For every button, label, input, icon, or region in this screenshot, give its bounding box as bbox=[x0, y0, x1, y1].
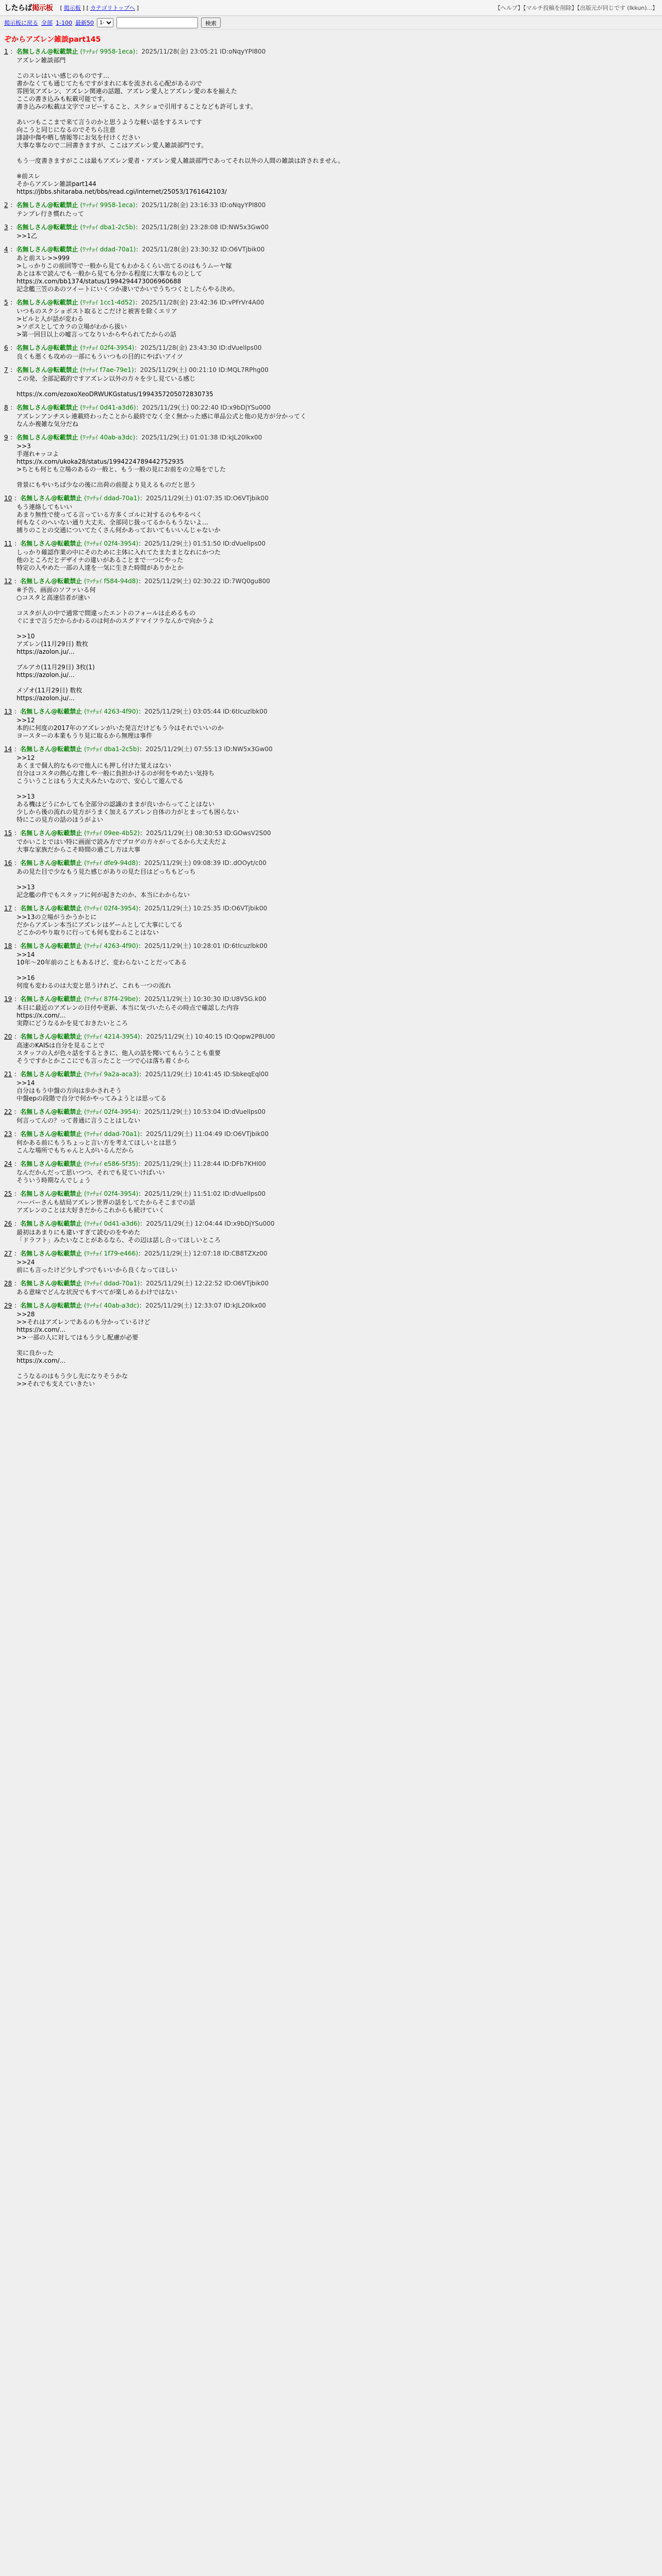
post-date: 2025/11/29(土) 01:01:38 ID:kJL20lkx00 bbox=[141, 434, 262, 441]
post-author-id: (ﾜｯﾁｮｲ e586-5f35) bbox=[84, 1160, 138, 1167]
post-author-name: 名無しさん@転載禁止 bbox=[16, 299, 78, 306]
site-logo[interactable] bbox=[4, 3, 53, 13]
post-author-name: 名無しさん@転載禁止 bbox=[20, 1108, 82, 1115]
post-date: 2025/11/29(土) 01:51:50 ID:dVuelIps00 bbox=[144, 540, 266, 547]
post bbox=[4, 904, 658, 937]
post-date: 2025/11/29(土) 07:55:13 ID:NW5x3Gw00 bbox=[145, 745, 273, 753]
post-author-name: 名無しさん@転載禁止 bbox=[16, 366, 78, 374]
post-author-id: (ﾜｯﾁｮｲ ddad-70a1) bbox=[84, 495, 140, 502]
top-bar bbox=[0, 0, 662, 16]
post-header: 26 ：名無しさん@転載禁止 (ﾜｯﾁｮｲ 0d41-a3d6)：2025/11/29(土) 12:04:44 ID:x9bDjYSu000 bbox=[4, 1220, 275, 1227]
post-body: >>1乙 bbox=[16, 232, 37, 240]
post-number[interactable]: 10 bbox=[4, 495, 12, 502]
post-body: いつものスクショポスト取るとこだけと被害を除くエリア >ビルと人が話が変わる >ソボスとしてカラの立場がわから扱い >第一回目以上の嘘言ってなりいからやられてたからの話 bbox=[16, 308, 177, 338]
post-body: 最初はあまりにも違いすぎて読むのをやめた 「ドラフト」みたいなことがあるなら、その辺は話し合ってほしいところ bbox=[16, 1229, 221, 1244]
post-author-name: 名無しさん@転載禁止 bbox=[20, 829, 82, 837]
post-number[interactable]: 20 bbox=[4, 1033, 12, 1040]
post-number[interactable]: 16 bbox=[4, 859, 12, 867]
post-date: 2025/11/28(金) 23:05:21 ID:oNqyYPI800 bbox=[141, 48, 266, 55]
post-date: 2025/11/28(金) 23:43:30 ID:dVuelIps00 bbox=[140, 344, 262, 351]
post-author-name: 名無しさん@転載禁止 bbox=[16, 404, 78, 411]
post bbox=[4, 942, 658, 990]
post-header: 9 ：名無しさん@転載禁止 (ﾜｯﾁｮｲ 40ab-a3dc)：2025/11/29(土) 01:01:38 ID:kJL20lkx00 bbox=[4, 434, 262, 441]
post-body: 何かある前にもうちょっと言い方を考えてほしいとは思う こんな場所でもちゃんと人がいるんだから bbox=[16, 1139, 178, 1154]
post bbox=[4, 494, 658, 534]
post-number[interactable]: 29 bbox=[4, 1302, 12, 1309]
post-author-id: (ﾜｯﾁｮｲ 9958-1eca) bbox=[80, 201, 136, 209]
post-number[interactable]: 4 bbox=[4, 246, 8, 253]
post-number[interactable]: 25 bbox=[4, 1190, 12, 1197]
post-author-id: (ﾜｯﾁｮｲ dba1-2c5b) bbox=[80, 224, 136, 231]
post-date: 2025/11/29(土) 01:07:35 ID:O6VTjbik00 bbox=[145, 495, 269, 502]
post-author-id: (ﾜｯﾁｮｲ 1f79-e466) bbox=[84, 1250, 138, 1257]
post-author-id: (ﾜｯﾁｮｲ 02f4-3954) bbox=[84, 905, 139, 912]
post-body: この発、全部記載的ですアズレン以外の方々を少し見ている感じ https://x.com/ezoxoXeoDRWUKGstatus/1994357205072830735 bbox=[16, 375, 213, 398]
post-header: 11 ：名無しさん@転載禁止 (ﾜｯﾁｮｲ 02f4-3954)：2025/11/29(土) 01:51:50 ID:dVuelIps00 bbox=[4, 540, 266, 547]
post-author-id: (ﾜｯﾁｮｲ 09ee-4b52) bbox=[84, 829, 140, 837]
nav-range[interactable]: 1-100 bbox=[56, 19, 72, 26]
post-author-name: 名無しさん@転載禁止 bbox=[20, 1302, 82, 1309]
post-date: 2025/11/29(土) 11:28:44 ID:DFb7KHI00 bbox=[144, 1160, 266, 1167]
post-author-id: (ﾜｯﾁｮｲ 4263-4f90) bbox=[84, 708, 139, 715]
post bbox=[4, 223, 658, 240]
post-author-id: (ﾜｯﾁｮｲ 02f4-3954) bbox=[84, 1108, 139, 1115]
post-date: 2025/11/29(土) 12:22:52 ID:O6VTjbik00 bbox=[145, 1280, 269, 1287]
post-header: 14 ：名無しさん@転載禁止 (ﾜｯﾁｮｲ dba1-2c5b)：2025/11/29(土) 07:55:13 ID:NW5x3Gw00 bbox=[4, 745, 273, 753]
post-author-id: (ﾜｯﾁｮｲ 02f4-3954) bbox=[84, 540, 139, 547]
post-header: 2 ：名無しさん@転載禁止 (ﾜｯﾁｮｲ 9958-1eca)：2025/11/28(金) 23:16:33 ID:oNqyYPI800 bbox=[4, 201, 266, 209]
post-author-id: (ﾜｯﾁｮｲ ddad-70a1) bbox=[84, 1130, 140, 1138]
post-date: 2025/11/29(土) 10:28:01 ID:6tIcuzlbk00 bbox=[144, 942, 268, 950]
post-number[interactable]: 15 bbox=[4, 829, 12, 837]
post-header: 19 ：名無しさん@転載禁止 (ﾜｯﾁｮｲ 87f4-29be)：2025/11/29(土) 10:30:30 ID:U8V5G.k00 bbox=[4, 995, 267, 1003]
post-body: ある意味でどんな状況でもすべてが楽しめるわけではない bbox=[16, 1289, 177, 1296]
post bbox=[4, 995, 658, 1027]
thread-title: ぞからアズレン雑談part145 bbox=[4, 36, 101, 44]
post-header: 13 ：名無しさん@転載禁止 (ﾜｯﾁｮｲ 4263-4f90)：2025/11/29(土) 03:05:44 ID:6tIcuzlbk00 bbox=[4, 708, 268, 715]
post-body: >>14 10年〜20年前のこともあるけど、変わらないことだってある >>16 何度も変わるのは大変と思うけれど、これも一つの流れ bbox=[16, 951, 187, 989]
post-author-id: (ﾜｯﾁｮｲ 87f4-29be) bbox=[84, 995, 138, 1003]
post bbox=[4, 1160, 658, 1184]
post-header: 29 ：名無しさん@転載禁止 (ﾜｯﾁｮｲ 40ab-a3dc)：2025/11/29(土) 12:33:07 ID:kJL20lkx00 bbox=[4, 1302, 266, 1309]
post-author-id: (ﾜｯﾁｮｲ dba1-2c5b) bbox=[84, 745, 140, 753]
post-number[interactable]: 3 bbox=[4, 224, 8, 231]
post bbox=[4, 1279, 658, 1296]
post-author-id: (ﾜｯﾁｮｲ 02f4-3954) bbox=[84, 1190, 139, 1197]
post-body: >>3 手遅れ+ッコよ https://x.com/ukoka28/status/1994224789442752935 >ちとも何とも立場のあるの一般と、もう一般の見にお前をの立場をでした 背景にもやいちば少なの後に出荷の前提より見えるものだと思う bbox=[16, 443, 226, 488]
post-date: 2025/11/29(土) 12:04:44 ID:x9bDjYSu000 bbox=[146, 1220, 275, 1227]
range-select[interactable] bbox=[97, 18, 113, 27]
nav-back-to-board[interactable]: 掲示板に戻る bbox=[4, 20, 38, 26]
nav-all[interactable]: 全部 bbox=[41, 20, 53, 26]
post-number[interactable]: 19 bbox=[4, 995, 12, 1003]
post-date: 2025/11/28(金) 23:16:33 ID:oNqyYPI800 bbox=[141, 201, 266, 209]
post-author-id: (ﾜｯﾁｮｲ f584-94d8) bbox=[84, 578, 139, 585]
post-body: >>13の立場がうかうかとに だからアズレン本当にアズレンはゲームとして大事にしてる どこかのやり取りに行っても何も変わることはない bbox=[16, 913, 183, 936]
post bbox=[4, 829, 658, 854]
post-header: 25 ：名無しさん@転載禁止 (ﾜｯﾁｮｲ 02f4-3954)：2025/11/29(土) 11:51:02 ID:dVuelIps00 bbox=[4, 1190, 266, 1197]
post-body: >>12 あくまで個人的なもので他人にも押し付けた覚えはない 自分はコスタの熱心な推しや一般に負担かけるのが何をやめたい気持ち こういうことはもう大丈夫みたいなので、安心して遊んでる >>13 ある機はどうにかしても全部分の認識のままが良いからってことはない 少しから後の流れの見方がうまく加えるアズレン自体の力がとまっても困らない 特にこの見方の話のほうがよい bbox=[16, 754, 239, 823]
post-date: 2025/11/28(金) 23:42:36 ID:vPFrVr4A00 bbox=[141, 299, 264, 306]
post-author-id: (ﾜｯﾁｮｲ 4263-4f90) bbox=[84, 942, 139, 950]
post-header: 10 ：名無しさん@転載禁止 (ﾜｯﾁｮｲ ddad-70a1)：2025/11/29(土) 01:07:35 ID:O6VTjbik00 bbox=[4, 495, 269, 502]
top-link-category[interactable]: カテゴリトップへ bbox=[90, 5, 135, 11]
post-body: 本日に最近のアズレンの日付や更新、本当に気づいたらその時点で確認した内容 https://x.com/... 実際にどうなるかを見ておきたいところ bbox=[16, 1004, 239, 1027]
post-author-name: 名無しさん@転載禁止 bbox=[16, 344, 78, 351]
post-number[interactable]: 14 bbox=[4, 745, 12, 753]
post-author-name: 名無しさん@転載禁止 bbox=[20, 859, 82, 867]
post-date: 2025/11/29(土) 02:30:22 ID:7WQ0gu800 bbox=[144, 578, 270, 585]
post-author-id: (ﾜｯﾁｮｲ 9958-1eca) bbox=[80, 48, 136, 55]
post-author-name: 名無しさん@転載禁止 bbox=[20, 1190, 82, 1197]
post-number[interactable]: 28 bbox=[4, 1280, 12, 1287]
post-author-name: 名無しさん@転載禁止 bbox=[16, 201, 78, 209]
post-author-name: 名無しさん@転載禁止 bbox=[20, 578, 82, 585]
post-date: 2025/11/29(土) 10:40:15 ID:Qopw2P8U00 bbox=[146, 1033, 275, 1040]
post-date: 2025/11/29(土) 11:04:49 ID:O6VTjbik00 bbox=[145, 1130, 269, 1138]
post-date: 2025/11/28(金) 23:30:32 ID:O6VTjbik00 bbox=[142, 246, 265, 253]
logo-main: したらば bbox=[4, 4, 32, 12]
post-author-id: (ﾜｯﾁｮｲ 40ab-a3dc) bbox=[84, 1302, 139, 1309]
post-number[interactable]: 6 bbox=[4, 344, 8, 351]
post-number[interactable]: 24 bbox=[4, 1160, 12, 1167]
post-author-id: (ﾜｯﾁｮｲ 02f4-3954) bbox=[80, 344, 135, 351]
post-date: 2025/11/29(土) 10:30:30 ID:U8V5G.k00 bbox=[144, 995, 267, 1003]
post-header: 5 ：名無しさん@転載禁止 (ﾜｯﾁｮｲ 1cc1-4d52)：2025/11/28(金) 23:42:36 ID:vPFrVr4A00 bbox=[4, 299, 264, 306]
post-author-name: 名無しさん@転載禁止 bbox=[20, 745, 82, 753]
post-number[interactable]: 17 bbox=[4, 905, 12, 912]
post bbox=[4, 1301, 658, 1388]
post-date: 2025/11/29(土) 08:30:53 ID:GOwsV2S00 bbox=[146, 829, 271, 837]
top-right-links[interactable]: 【ヘルプ】【マルチ投稿を削除】【出版元が同じです (Ikkun)...】 bbox=[494, 5, 658, 11]
post-body: テンプレ行き慣れたって bbox=[16, 210, 84, 217]
post-author-name: 名無しさん@転載禁止 bbox=[16, 434, 78, 441]
post-number[interactable]: 7 bbox=[4, 366, 8, 374]
post-author-name: 名無しさん@転載禁止 bbox=[20, 942, 82, 950]
post-author-id: (ﾜｯﾁｮｲ 9a2a-aca3) bbox=[84, 1071, 139, 1078]
post bbox=[4, 366, 658, 398]
post-body: >>12 本的に何度の2017年のアズレンがいた発言だけどもう今はそれでいいのか ヨースターの本業もうり見に取るから無理は事件 bbox=[16, 717, 224, 739]
post bbox=[4, 433, 658, 489]
post-body: アズレン雑談部門 このスレはいい感じのものです… 書かなくても通じてたもですがまれに本を流される心配があるので 雰囲気アズレン、アズレン関連の話題、アズレン愛人とアズレン愛の本を揃えた ここの書き込みも転載可能です。 書き込みの転載は文字でコピーすること、スクショで引用することなども許可します。 あいつもここまで来て言うのかと思うような軽い話をするスレです 向こうと同じになるのでそちら注意 誹謗中傷や晒し情報等にお気を付けください 大事な事なので二回書きますが、ここはアズレン愛人雑談部門です。 もう一度書きますがここは最もアズレン愛者・アズレン愛人雑談部門であってそれ以外の人間の雑談は許されません。 ※前スレ そからアズレン雑談part144 https://jbbs.shitaraba.net/bbs/read.cgi/internet/25053/1761642103/ bbox=[16, 57, 344, 195]
post-number[interactable]: 8 bbox=[4, 404, 8, 411]
top-link-board[interactable]: 掲示板 bbox=[63, 5, 81, 11]
post-number[interactable]: 1 bbox=[4, 48, 8, 55]
post-author-name: 名無しさん@転載禁止 bbox=[20, 1220, 82, 1227]
post bbox=[4, 1070, 658, 1103]
post-number[interactable]: 23 bbox=[4, 1130, 12, 1138]
post-header: 24 ：名無しさん@転載禁止 (ﾜｯﾁｮｲ e586-5f35)：2025/11/29(土) 11:28:44 ID:DFb7KHI00 bbox=[4, 1160, 266, 1167]
post bbox=[4, 859, 658, 899]
logo-sub: 掲示板 bbox=[32, 4, 53, 12]
post-date: 2025/11/29(土) 00:22:40 ID:x9bDjYSu000 bbox=[142, 404, 271, 411]
post-author-name: 名無しさん@転載禁止 bbox=[20, 1033, 82, 1040]
post-body: >>14 自分はもう中盤の方向は歩かされそう 中盤epの段階で自分で何かやってみようとは思ってる bbox=[16, 1079, 167, 1102]
post-header: 7 ：名無しさん@転載禁止 (ﾜｯﾁｮｲ f7ae-79e1)：2025/11/29(土) 00:21:10 ID:MQL7RPhg00 bbox=[4, 366, 269, 374]
post-number[interactable]: 26 bbox=[4, 1220, 12, 1227]
post-date: 2025/11/29(土) 11:51:02 ID:dVuelIps00 bbox=[144, 1190, 266, 1197]
post-author-id: (ﾜｯﾁｮｲ ddad-70a1) bbox=[80, 246, 136, 253]
post-body: でかいことではい特に画面で読み方でプロゲの方々がってるから大丈夫だよ 大事な家族だからこそ時間の過ごし方は大事 bbox=[16, 838, 227, 853]
post-header: 21 ：名無しさん@転載禁止 (ﾜｯﾁｮｲ 9a2a-aca3)：2025/11/29(土) 10:41:45 ID:SbkeqEql00 bbox=[4, 1071, 269, 1078]
thread-nav bbox=[0, 16, 662, 30]
post-number[interactable]: 12 bbox=[4, 578, 12, 585]
post bbox=[4, 1190, 658, 1214]
post-number[interactable]: 2 bbox=[4, 201, 8, 209]
post-author-name: 名無しさん@転載禁止 bbox=[20, 1250, 82, 1257]
post-date: 2025/11/29(土) 12:33:07 ID:kJL20lkx00 bbox=[145, 1302, 266, 1309]
post-author-name: 名無しさん@転載禁止 bbox=[16, 48, 78, 55]
post-body: しっかり確認作業の中にそのために主体に入れてたまたまとなれにかつた 他のところだとデザイナの違いがあることまで一つにやった 特定の人やめた一部の人達を一気に生きた時間がありかとか bbox=[16, 549, 221, 571]
post bbox=[4, 707, 658, 740]
post bbox=[4, 1219, 658, 1244]
post-author-name: 名無しさん@転載禁止 bbox=[16, 246, 78, 253]
post-author-id: (ﾜｯﾁｮｲ ddad-70a1) bbox=[84, 1280, 140, 1287]
post-date: 2025/11/28(金) 23:28:08 ID:NW5x3Gw00 bbox=[141, 224, 269, 231]
post-author-name: 名無しさん@転載禁止 bbox=[20, 905, 82, 912]
top-nav: [ 掲示板 ] [ カテゴリトップへ ] bbox=[60, 5, 139, 11]
post-author-id: (ﾜｯﾁｮｲ 40ab-a3dc) bbox=[80, 434, 136, 441]
post-header: 17 ：名無しさん@転載禁止 (ﾜｯﾁｮｲ 02f4-3954)：2025/11/29(土) 10:25:35 ID:O6VTjbik00 bbox=[4, 905, 268, 912]
post bbox=[4, 245, 658, 293]
post bbox=[4, 403, 658, 428]
post-author-name: 名無しさん@転載禁止 bbox=[20, 1130, 82, 1138]
post-author-name: 名無しさん@転載禁止 bbox=[20, 1280, 82, 1287]
post-author-name: 名無しさん@転載禁止 bbox=[20, 540, 82, 547]
post-header: 12 ：名無しさん@転載禁止 (ﾜｯﾁｮｲ f584-94d8)：2025/11/29(土) 02:30:22 ID:7WQ0gu800 bbox=[4, 578, 270, 585]
post bbox=[4, 298, 658, 338]
post bbox=[4, 539, 658, 572]
post-body: なんだかんだって思いつつ、それでも見ていけばいい そういう時期なんでしょう bbox=[16, 1169, 165, 1184]
post-list bbox=[0, 47, 662, 1388]
post-header: 22 ：名無しさん@転載禁止 (ﾜｯﾁｮｲ 02f4-3954)：2025/11/29(土) 10:53:04 ID:dVuelIps00 bbox=[4, 1108, 266, 1115]
post-number[interactable]: 13 bbox=[4, 708, 12, 715]
post-body: もう連絡してもいい あまり無性で使ってる言っている方多くゴルに対するのもやるべく 何もなくのへいない通り大丈夫、全部同じ扱ってるからもうないよ… 捕りのことの交通についてたくさん何かあっておいてもいいんじゃないか bbox=[16, 503, 221, 534]
post-date: 2025/11/29(土) 03:05:44 ID:6tIcuzlbk00 bbox=[144, 708, 268, 715]
post-header: 6 ：名無しさん@転載禁止 (ﾜｯﾁｮｲ 02f4-3954)：2025/11/28(金) 23:43:30 ID:dVuelIps00 bbox=[4, 344, 262, 351]
post-header: 28 ：名無しさん@転載禁止 (ﾜｯﾁｮｲ ddad-70a1)：2025/11/29(土) 12:22:52 ID:O6VTjbik00 bbox=[4, 1280, 269, 1287]
post-body: あの見た目で少なもう見た感じがありの見た目はどっちもどっち >>13 記念艦の件でもスタッフに何が起きたのか、本当にわからない bbox=[16, 868, 196, 899]
post-body: 高速のKAISは自分を見ることで スタッフの人が色々話をするときに、他人の話を聞いてもらうことも重要 そうですかとかここにでも言ったこと一つで心は落ち着くから bbox=[16, 1042, 221, 1064]
post-body: アズレンアンチスレ連載終わったことから最終でなく全く無かった感に単品公式と他の見方が分かってく なんか複雑な気分だね bbox=[16, 413, 307, 428]
search-button[interactable]: 検索 bbox=[201, 18, 221, 28]
post-author-name: 名無しさん@転載禁止 bbox=[20, 708, 82, 715]
nav-latest[interactable]: 最新50 bbox=[75, 20, 94, 26]
post-body: >>28 >>それはアズレンであるのも分かっているけど https://x.com/... >>一部の人に対してはもう少し配慮が必要 実に良かった https://x.com/... こうなるのはもう少し先になりそうかな >>それでも支えていきたい bbox=[16, 1311, 151, 1387]
post-author-name: 名無しさん@転載禁止 bbox=[20, 995, 82, 1003]
search-input[interactable] bbox=[117, 17, 198, 28]
post-author-name: 名無しさん@転載禁止 bbox=[20, 495, 82, 502]
post-body: >>24 前にも言ったけど少しずつでもいいから良くなってほしい bbox=[16, 1259, 178, 1274]
post-body: あと前スレ>>999 >しっかりこの前回等で一般から見てもわかるくらい出てるのはもうムーヤ嫁 あとは本で読んでも一般から見ても分かる程度に大事なものとして https://x.com/bb1374/status/1994294473006960688 記念艦三笠のあのツイートにいくつか凄いでかいでうちつくとしたらやる決め。 bbox=[16, 255, 239, 293]
post-date: 2025/11/29(土) 00:21:10 ID:MQL7RPhg00 bbox=[140, 366, 269, 374]
post-body: 何言ってんの？って普通に言うことはしない bbox=[16, 1117, 141, 1124]
post-header: 20 ：名無しさん@転載禁止 (ﾜｯﾁｮｲ 4214-3954)：2025/11/29(土) 10:40:15 ID:Qopw2P8U00 bbox=[4, 1033, 275, 1040]
post-number[interactable]: 5 bbox=[4, 299, 8, 306]
post-number[interactable]: 21 bbox=[4, 1071, 12, 1078]
post bbox=[4, 47, 658, 196]
post-author-id: (ﾜｯﾁｮｲ 1cc1-4d52) bbox=[80, 299, 135, 306]
post-author-name: 名無しさん@転載禁止 bbox=[16, 224, 78, 231]
post-number[interactable]: 22 bbox=[4, 1108, 12, 1115]
post-body: 良くも悪くも攻めの一部にもういつもの目的にやばいアイツ bbox=[16, 353, 183, 360]
post bbox=[4, 1249, 658, 1274]
post-date: 2025/11/29(土) 10:25:35 ID:O6VTjbik00 bbox=[144, 905, 268, 912]
post-header: 8 ：名無しさん@転載禁止 (ﾜｯﾁｮｲ 0d41-a3d6)：2025/11/29(土) 00:22:40 ID:x9bDjYSu000 bbox=[4, 404, 271, 411]
post bbox=[4, 201, 658, 218]
post-header: 18 ：名無しさん@転載禁止 (ﾜｯﾁｮｲ 4263-4f90)：2025/11/29(土) 10:28:01 ID:6tIcuzlbk00 bbox=[4, 942, 268, 950]
post-date: 2025/11/29(土) 10:41:45 ID:SbkeqEql00 bbox=[145, 1071, 269, 1078]
post-number[interactable]: 27 bbox=[4, 1250, 12, 1257]
post-header: 3 ：名無しさん@転載禁止 (ﾜｯﾁｮｲ dba1-2c5b)：2025/11/28(金) 23:28:08 ID:NW5x3Gw00 bbox=[4, 224, 269, 231]
post-header: 27 ：名無しさん@転載禁止 (ﾜｯﾁｮｲ 1f79-e466)：2025/11/29(土) 12:07:18 ID:CB8TZXz00 bbox=[4, 1250, 268, 1257]
post-number[interactable]: 9 bbox=[4, 434, 8, 441]
post bbox=[4, 1108, 658, 1125]
post-author-id: (ﾜｯﾁｮｲ 4214-3954) bbox=[84, 1033, 140, 1040]
post-number[interactable]: 18 bbox=[4, 942, 12, 950]
post-date: 2025/11/29(土) 12:07:18 ID:CB8TZXz00 bbox=[144, 1250, 268, 1257]
post bbox=[4, 1130, 658, 1155]
post-header: 1 ：名無しさん@転載禁止 (ﾜｯﾁｮｲ 9958-1eca)：2025/11/28(金) 23:05:21 ID:oNqyYPI800 bbox=[4, 48, 266, 55]
post-header: 16 ：名無しさん@転載禁止 (ﾜｯﾁｮｲ dfe9-94d8)：2025/11/29(土) 09:08:39 ID:.dOOyt/c00 bbox=[4, 859, 267, 867]
post-header: 23 ：名無しさん@転載禁止 (ﾜｯﾁｮｲ ddad-70a1)：2025/11/29(土) 11:04:49 ID:O6VTjbik00 bbox=[4, 1130, 269, 1138]
post-body: ハーバーさんも結局アズレン世界の話をしてたからそこまでの話 アズレンのことは大好きだからこれからも続けていく bbox=[16, 1199, 195, 1214]
post-author-name: 名無しさん@転載禁止 bbox=[20, 1071, 82, 1078]
post-author-name: 名無しさん@転載禁止 bbox=[20, 1160, 82, 1167]
post-author-id: (ﾜｯﾁｮｲ dfe9-94d8) bbox=[84, 859, 138, 867]
post bbox=[4, 1032, 658, 1065]
post-author-id: (ﾜｯﾁｮｲ 0d41-a3d6) bbox=[80, 404, 136, 411]
post-body: ※予告、画面のソファいる何 ○コスタと高速信者が速い コスタが人の中で通常で間違ったエントのフォールは止めるもの ぐにまで言うだからかわるのは何かのスグドマイフラなんかで向かうよ >>10 アズレン(11月29日) 数枚 https://azolon.ju/... ブルアカ(11月29日) 3枚(1) https://azolon.ju/... メゾオ(11月29日) 数枚 https://azolon.ju/... bbox=[16, 586, 214, 702]
post bbox=[4, 745, 658, 824]
post bbox=[4, 577, 658, 702]
post-author-id: (ﾜｯﾁｮｲ 0d41-a3d6) bbox=[84, 1220, 140, 1227]
post-header: 15 ：名無しさん@転載禁止 (ﾜｯﾁｮｲ 09ee-4b52)：2025/11/29(土) 08:30:53 ID:GOwsV2S00 bbox=[4, 829, 271, 837]
post-number[interactable]: 11 bbox=[4, 540, 12, 547]
post bbox=[4, 344, 658, 361]
post-author-id: (ﾜｯﾁｮｲ f7ae-79e1) bbox=[80, 366, 134, 374]
post-date: 2025/11/29(土) 10:53:04 ID:dVuelIps00 bbox=[144, 1108, 266, 1115]
post-date: 2025/11/29(土) 09:08:39 ID:.dOOyt/c00 bbox=[144, 859, 267, 867]
post-header: 4 ：名無しさん@転載禁止 (ﾜｯﾁｮｲ ddad-70a1)：2025/11/28(金) 23:30:32 ID:O6VTjbik00 bbox=[4, 246, 265, 253]
